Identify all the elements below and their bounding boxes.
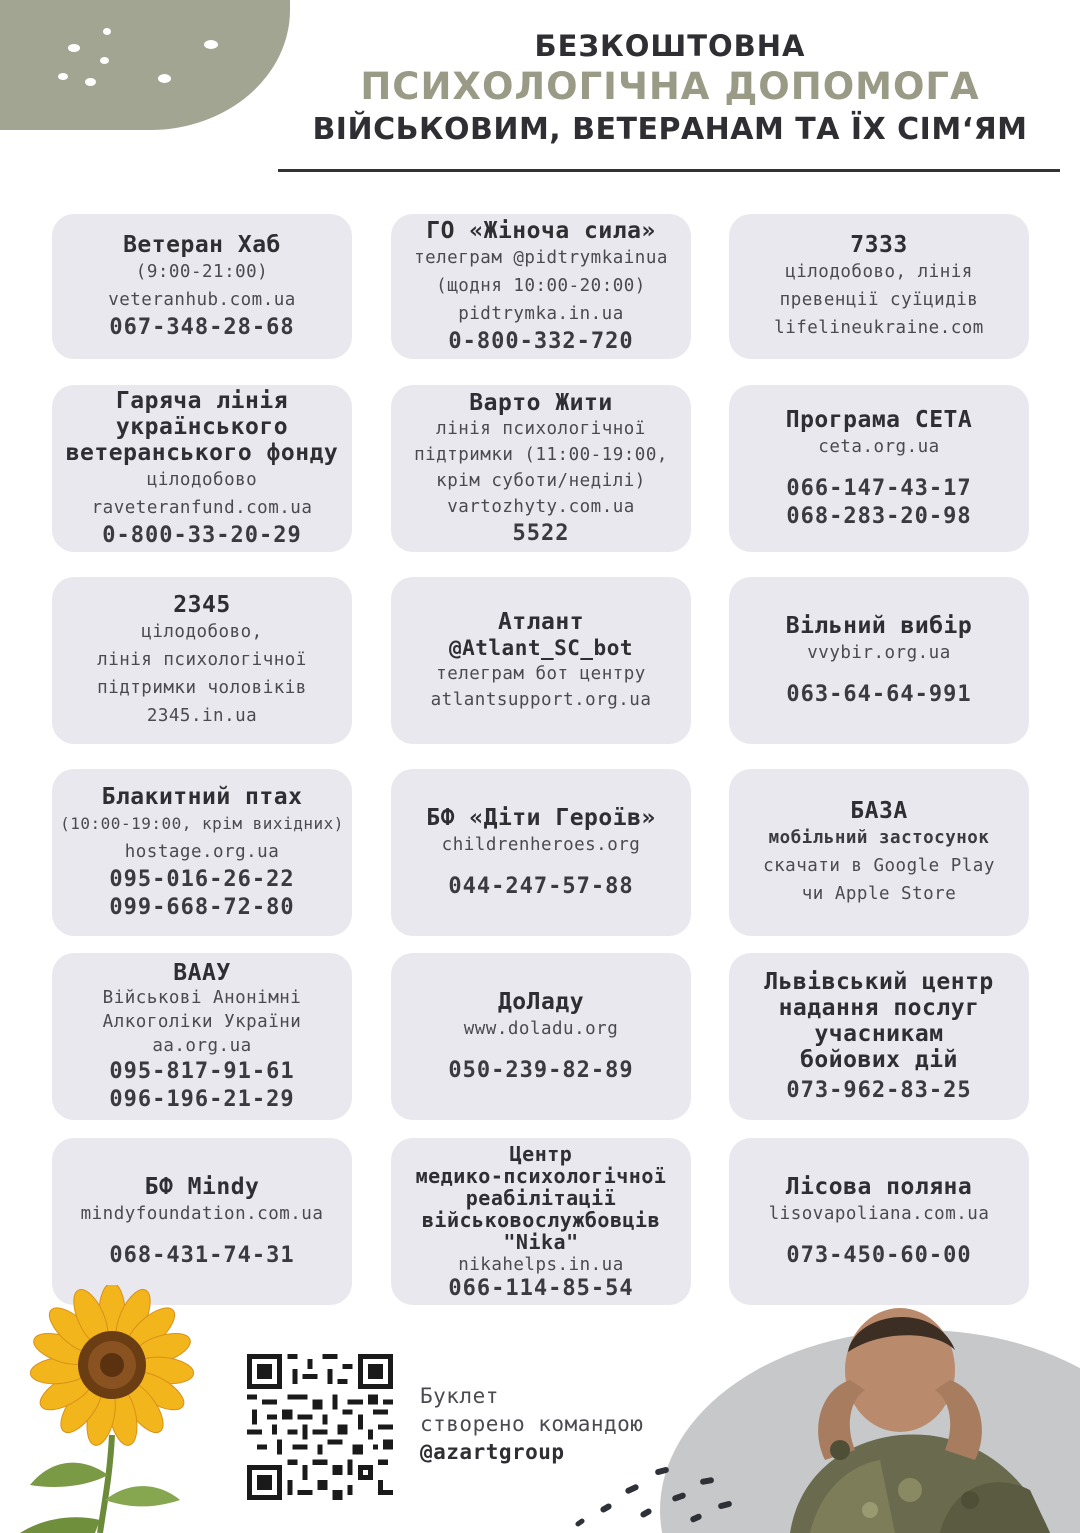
card-site: nikahelps.in.ua: [458, 1254, 624, 1275]
card-hours: (10:00-19:00, крім вихідних): [60, 813, 344, 833]
card-line: цілодобово,: [141, 621, 263, 642]
card-phone: 067-348-28-68: [109, 314, 295, 340]
credit-line: створено командою: [420, 1412, 644, 1436]
card-title: ГО «Жіноча сила»: [426, 217, 656, 244]
decorative-dot: [85, 78, 96, 86]
card-site: atlantsupport.org.ua: [430, 689, 652, 710]
card-title: ДоЛаду: [497, 988, 585, 1015]
card-line: підтримки (11:00-19:00,: [414, 444, 668, 465]
card-line: телеграм @pidtrymkainua: [414, 247, 668, 268]
card-phone: 068-283-20-98: [786, 503, 972, 529]
card-phone: 0-800-332-720: [448, 328, 634, 354]
card-line: телеграм бот центру: [436, 663, 646, 684]
header-line-1: БЕЗКОШТОВНА: [534, 29, 806, 63]
decorative-dot: [58, 73, 68, 80]
card-line: лінія психологічної: [436, 418, 646, 439]
card-site: childrenheroes.org: [441, 834, 641, 855]
card-vilnyi-vybir: [729, 577, 1029, 744]
card-title: БФ «Діти Героїв»: [426, 804, 656, 831]
card-line: Алкоголіки України: [102, 1011, 302, 1032]
card-title: "Nika": [503, 1229, 579, 1254]
card-phone: 050-239-82-89: [448, 1057, 634, 1083]
decorative-dot: [103, 28, 111, 35]
card-vaau: [52, 953, 352, 1120]
card-blakytnyi-ptakh: [52, 769, 352, 936]
card-site: raveteranfund.com.ua: [91, 497, 313, 518]
card-title: 2345: [173, 591, 231, 618]
card-site: mindyfoundation.com.ua: [80, 1203, 324, 1224]
card-phone: 073-450-60-00: [786, 1242, 972, 1268]
card-site: lisovapoliana.com.ua: [768, 1203, 990, 1224]
decorative-dash: [624, 1483, 639, 1494]
card-site: hostage.org.ua: [124, 841, 280, 862]
card-line: скачати в Google Play: [763, 855, 995, 876]
card-2345: [52, 577, 352, 744]
card-title: Ветеран Хаб: [123, 231, 281, 258]
soldier-illustration: [730, 1300, 1070, 1533]
card-title: надання послуг: [778, 994, 980, 1021]
decorative-dot: [68, 44, 80, 52]
card-line: цілодобово, лінія: [785, 261, 973, 282]
card-lviv-center: [729, 953, 1029, 1120]
card-title: Програма CETA: [785, 406, 973, 433]
card-title: Львівський центр: [764, 968, 994, 995]
card-phone: 095-817-91-61: [109, 1058, 295, 1084]
card-title: учасникам: [814, 1020, 944, 1047]
booklet-credit: [420, 1382, 643, 1466]
card-line: Військові Анонімні: [102, 987, 302, 1008]
card-line: підтримки чоловіків: [97, 677, 307, 698]
card-zhinocha-syla: [391, 214, 691, 359]
sunflower-illustration: [0, 1285, 235, 1533]
header-line-3: ВІЙСЬКОВИМ, ВЕТЕРАНАМ ТА ЇХ СІМ‘ЯМ: [312, 112, 1028, 147]
card-title: Вільний вибір: [785, 612, 973, 639]
decorative-dot: [204, 40, 218, 49]
card-title: українського: [115, 413, 289, 440]
card-phone: 066-114-85-54: [448, 1275, 634, 1301]
card-line: чи Apple Store: [801, 883, 957, 904]
card-varto-zhyty: [391, 385, 691, 552]
card-phone: 095-016-26-22: [109, 866, 295, 892]
card-line: (щодня 10:00-20:00): [436, 275, 646, 296]
card-line: лінія психологічної: [97, 649, 307, 670]
card-site: www.doladu.org: [463, 1018, 619, 1039]
decorative-dash: [574, 1518, 585, 1528]
card-line: крім суботи/неділі): [436, 470, 646, 491]
card-phone: 066-147-43-17: [786, 475, 972, 501]
card-baza: [729, 769, 1029, 936]
card-title: медико-психологічної: [415, 1163, 667, 1188]
card-atlant: [391, 577, 691, 744]
card-site: ceta.org.ua: [818, 436, 940, 457]
card-title: Атлант: [497, 608, 585, 635]
card-title: реабілітації: [465, 1185, 617, 1210]
card-site: 2345.in.ua: [146, 705, 258, 726]
card-phone: 073-962-83-25: [786, 1077, 972, 1103]
credit-handle: @azartgroup: [420, 1440, 565, 1464]
card-phone: 068-431-74-31: [109, 1242, 295, 1268]
card-telegram-bot: @Atlant_SC_bot: [448, 635, 633, 660]
card-veteran-hub: [52, 214, 352, 359]
decorative-dash: [639, 1507, 652, 1518]
card-nika-center: [391, 1138, 691, 1305]
card-title: Центр: [509, 1141, 573, 1166]
header-divider: [278, 169, 1060, 172]
card-hours: (9:00-21:00): [135, 261, 269, 282]
decorative-blob: [0, 0, 290, 130]
card-title: Гаряча лінія: [115, 387, 289, 414]
card-title: Варто Жити: [469, 389, 613, 416]
card-hotline-veteran-fund: [52, 385, 352, 552]
card-line: превенції суїцидів: [779, 289, 979, 310]
card-title: Лісова поляна: [785, 1173, 973, 1200]
qr-code[interactable]: [247, 1354, 393, 1500]
card-dity-heroiv: [391, 769, 691, 936]
decorative-dot: [158, 74, 171, 83]
card-lisova-poliana: [729, 1138, 1029, 1305]
card-line: мобільний застосунок: [768, 827, 990, 848]
card-site: veteranhub.com.ua: [108, 289, 296, 310]
card-phone: 099-668-72-80: [109, 894, 295, 920]
card-phone: 5522: [512, 520, 570, 546]
decorative-dot: [100, 57, 109, 64]
card-title: БФ Mindy: [144, 1173, 260, 1200]
decorative-dash: [599, 1502, 612, 1513]
card-7333: [729, 214, 1029, 359]
card-phone: 063-64-64-991: [786, 681, 972, 707]
card-phone: 0-800-33-20-29: [102, 522, 302, 548]
card-title: Блакитний птах: [101, 783, 303, 810]
card-site: lifelineukraine.com: [774, 317, 984, 338]
card-site: vartozhyty.com.ua: [447, 496, 635, 517]
card-title: ВААУ: [173, 959, 231, 986]
card-bf-mindy: [52, 1138, 352, 1305]
card-title: бойових дій: [800, 1046, 958, 1073]
page-header: [290, 28, 1050, 150]
card-site: vvybir.org.ua: [807, 642, 951, 663]
header-line-2: ПСИХОЛОГІЧНА ДОПОМОГА: [360, 65, 980, 108]
card-phone: 096-196-21-29: [109, 1086, 295, 1112]
card-site: pidtrymka.in.ua: [458, 303, 624, 324]
card-ceta: [729, 385, 1029, 552]
card-phone: 044-247-57-88: [448, 873, 634, 899]
credit-line: Буклет: [420, 1384, 499, 1408]
card-doladu: [391, 953, 691, 1120]
card-title: військовослужбовців: [421, 1207, 661, 1232]
card-title: ветеранського фонду: [65, 439, 339, 466]
card-site: aa.org.ua: [152, 1035, 252, 1056]
card-title: БАЗА: [850, 797, 908, 824]
card-title: 7333: [850, 231, 908, 258]
card-hours: цілодобово: [146, 469, 258, 490]
